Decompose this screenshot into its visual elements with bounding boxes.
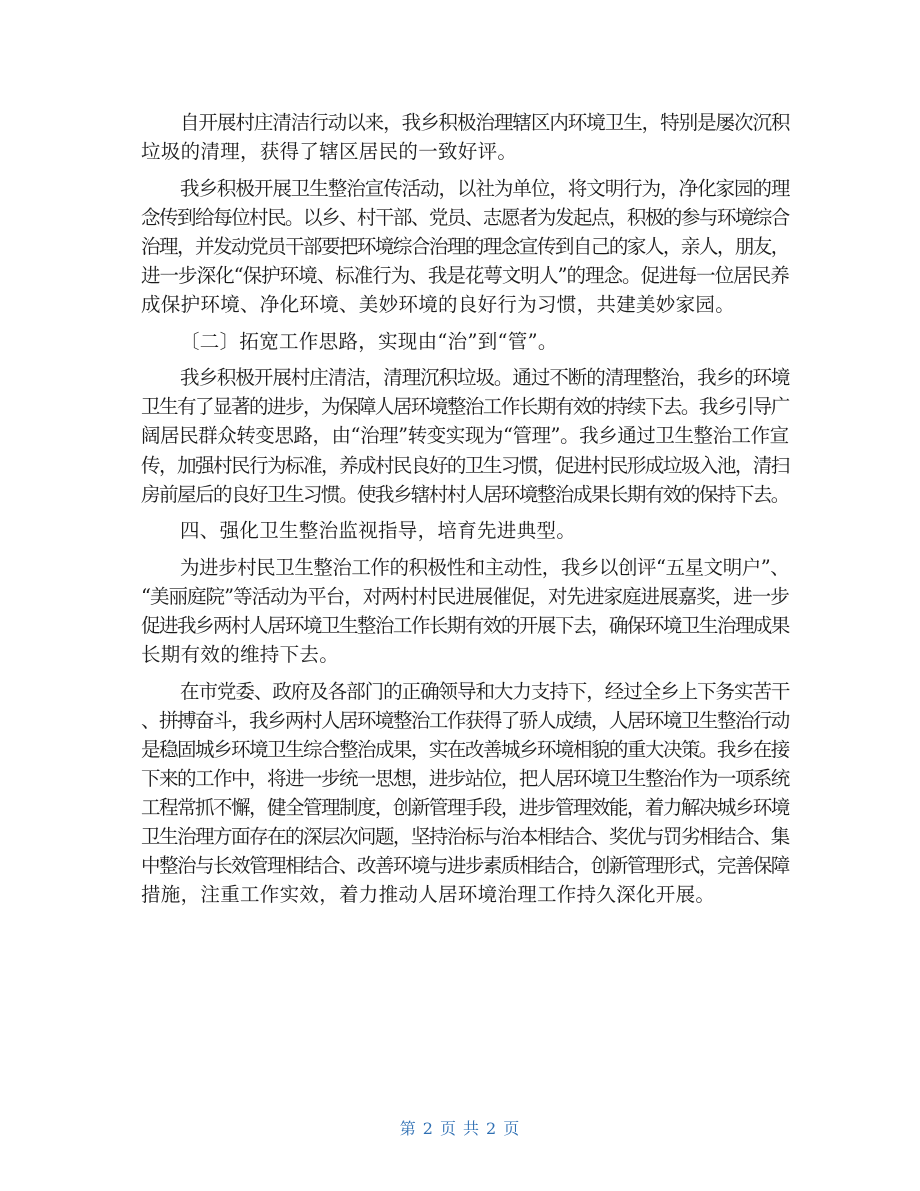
paragraph-line: 自开展村庄清洁行动以来，我乡积极治理辖区内环境卫生，特别是屡次沉积: [180, 111, 790, 134]
paragraph-line: “美丽庭院”等活动为平台，对两村村民进展催促，对先进家庭进展嘉奖，进一步: [141, 584, 789, 608]
paragraph: [141, 677, 789, 910]
paragraph: [141, 516, 789, 545]
paragraph-line: 成保护环境、净化环境、美妙环境的良好行为习惯，共建美妙家园。: [141, 293, 736, 317]
footer-total-pages: 2: [486, 1119, 498, 1138]
paragraph: [141, 108, 789, 166]
paragraph-line: 在市党委、政府及各部门的正确领导和大力支持下，经过全乡上下务实苦干: [180, 679, 790, 703]
paragraph-line: 促进我乡两村人居环境卫生整治工作长期有效的开展下去，确保环境卫生治理成果: [141, 614, 789, 637]
paragraph-line: 治理，并发动党员干部要把环境综合治理的理念宣传到自己的家人，亲人，朋友，: [141, 234, 789, 258]
footer-label-page-unit: 页: [439, 1119, 457, 1138]
paragraph-line: 念传到给每位村民。以乡、村干部、党员、志愿者为发起点，积极的参与环境综合: [141, 205, 789, 229]
footer-current-page: 2: [422, 1119, 434, 1138]
paragraph: [141, 553, 789, 669]
paragraph-line: 措施，注重工作实效，着力推动人居环境治理工作持久深化开展。: [141, 883, 716, 907]
paragraph-line: 是稳固城乡环境卫生综合整治成果，实在改善城乡环境相貌的重大决策。我乡在接: [141, 737, 789, 761]
paragraph-line: 工程常抓不懈，健全管理制度，创新管理手段，进步管理效能，着力解决城乡环境: [141, 796, 789, 820]
paragraph-line: 进一步深化“保护环境、标准行为、我是花萼文明人”的理念。促进每一位居民养: [141, 263, 789, 287]
paragraph-line: 四、强化卫生整治监视指导，培育先进典型。: [180, 519, 577, 543]
paragraph-line: 垃圾的清理，获得了辖区居民的一致好评。: [141, 140, 518, 164]
paragraph-line: 〔二〕拓宽工作思路，实现由“治”到“管”。: [180, 329, 558, 353]
paragraph-line: 卫生治理方面存在的深层次问题，坚持治标与治本相结合、奖优与罚劣相结合、集: [141, 825, 789, 849]
paragraph: [141, 174, 789, 319]
paragraph-line: 卫生有了显著的进步，为保障人居环境整治工作长期有效的持续下去。我乡引导广: [141, 395, 789, 419]
paragraph-line: 、拼搏奋斗，我乡两村人居环境整治工作获得了骄人成绩，人居环境卫生整治行动: [141, 708, 789, 732]
paragraph-line: 传，加强村民行为标准，养成村民良好的卫生习惯，促进村民形成垃圾入池，清扫: [141, 453, 789, 477]
paragraph-line: 阔居民群众转变思路，由“治理”转变实现为“管理”。我乡通过卫生整治工作宣: [141, 424, 789, 448]
footer-label-total: 共: [463, 1119, 481, 1138]
page-footer: [0, 1116, 920, 1139]
footer-label-total-unit: 页: [503, 1119, 521, 1138]
paragraph: [141, 327, 789, 356]
paragraph-line: 为进步村民卫生整治工作的积极性和主动性，我乡以创评“五星文明户”、: [180, 555, 790, 579]
paragraph-line: 下来的工作中，将进一步统一思想，进步站位，把人居环境卫生整治作为一项系统: [141, 766, 789, 790]
paragraph-line: 我乡积极开展村庄清洁，清理沉积垃圾。通过不断的清理整治，我乡的环境: [180, 366, 790, 390]
paragraph-line: 中整治与长效管理相结合、改善环境与进步素质相结合，创新管理形式，完善保障: [141, 854, 789, 878]
paragraph-line: 房前屋后的良好卫生习惯。使我乡辖村村人居环境整治成果长期有效的保持下去。: [141, 482, 789, 506]
paragraph-line: 长期有效的维持下去。: [141, 643, 340, 667]
footer-label-page: 第: [399, 1119, 417, 1138]
paragraph: [141, 363, 789, 508]
document-body: [141, 108, 789, 909]
paragraph-line: 我乡积极开展卫生整治宣传活动，以社为单位，将文明行为，净化家园的理: [180, 176, 790, 200]
